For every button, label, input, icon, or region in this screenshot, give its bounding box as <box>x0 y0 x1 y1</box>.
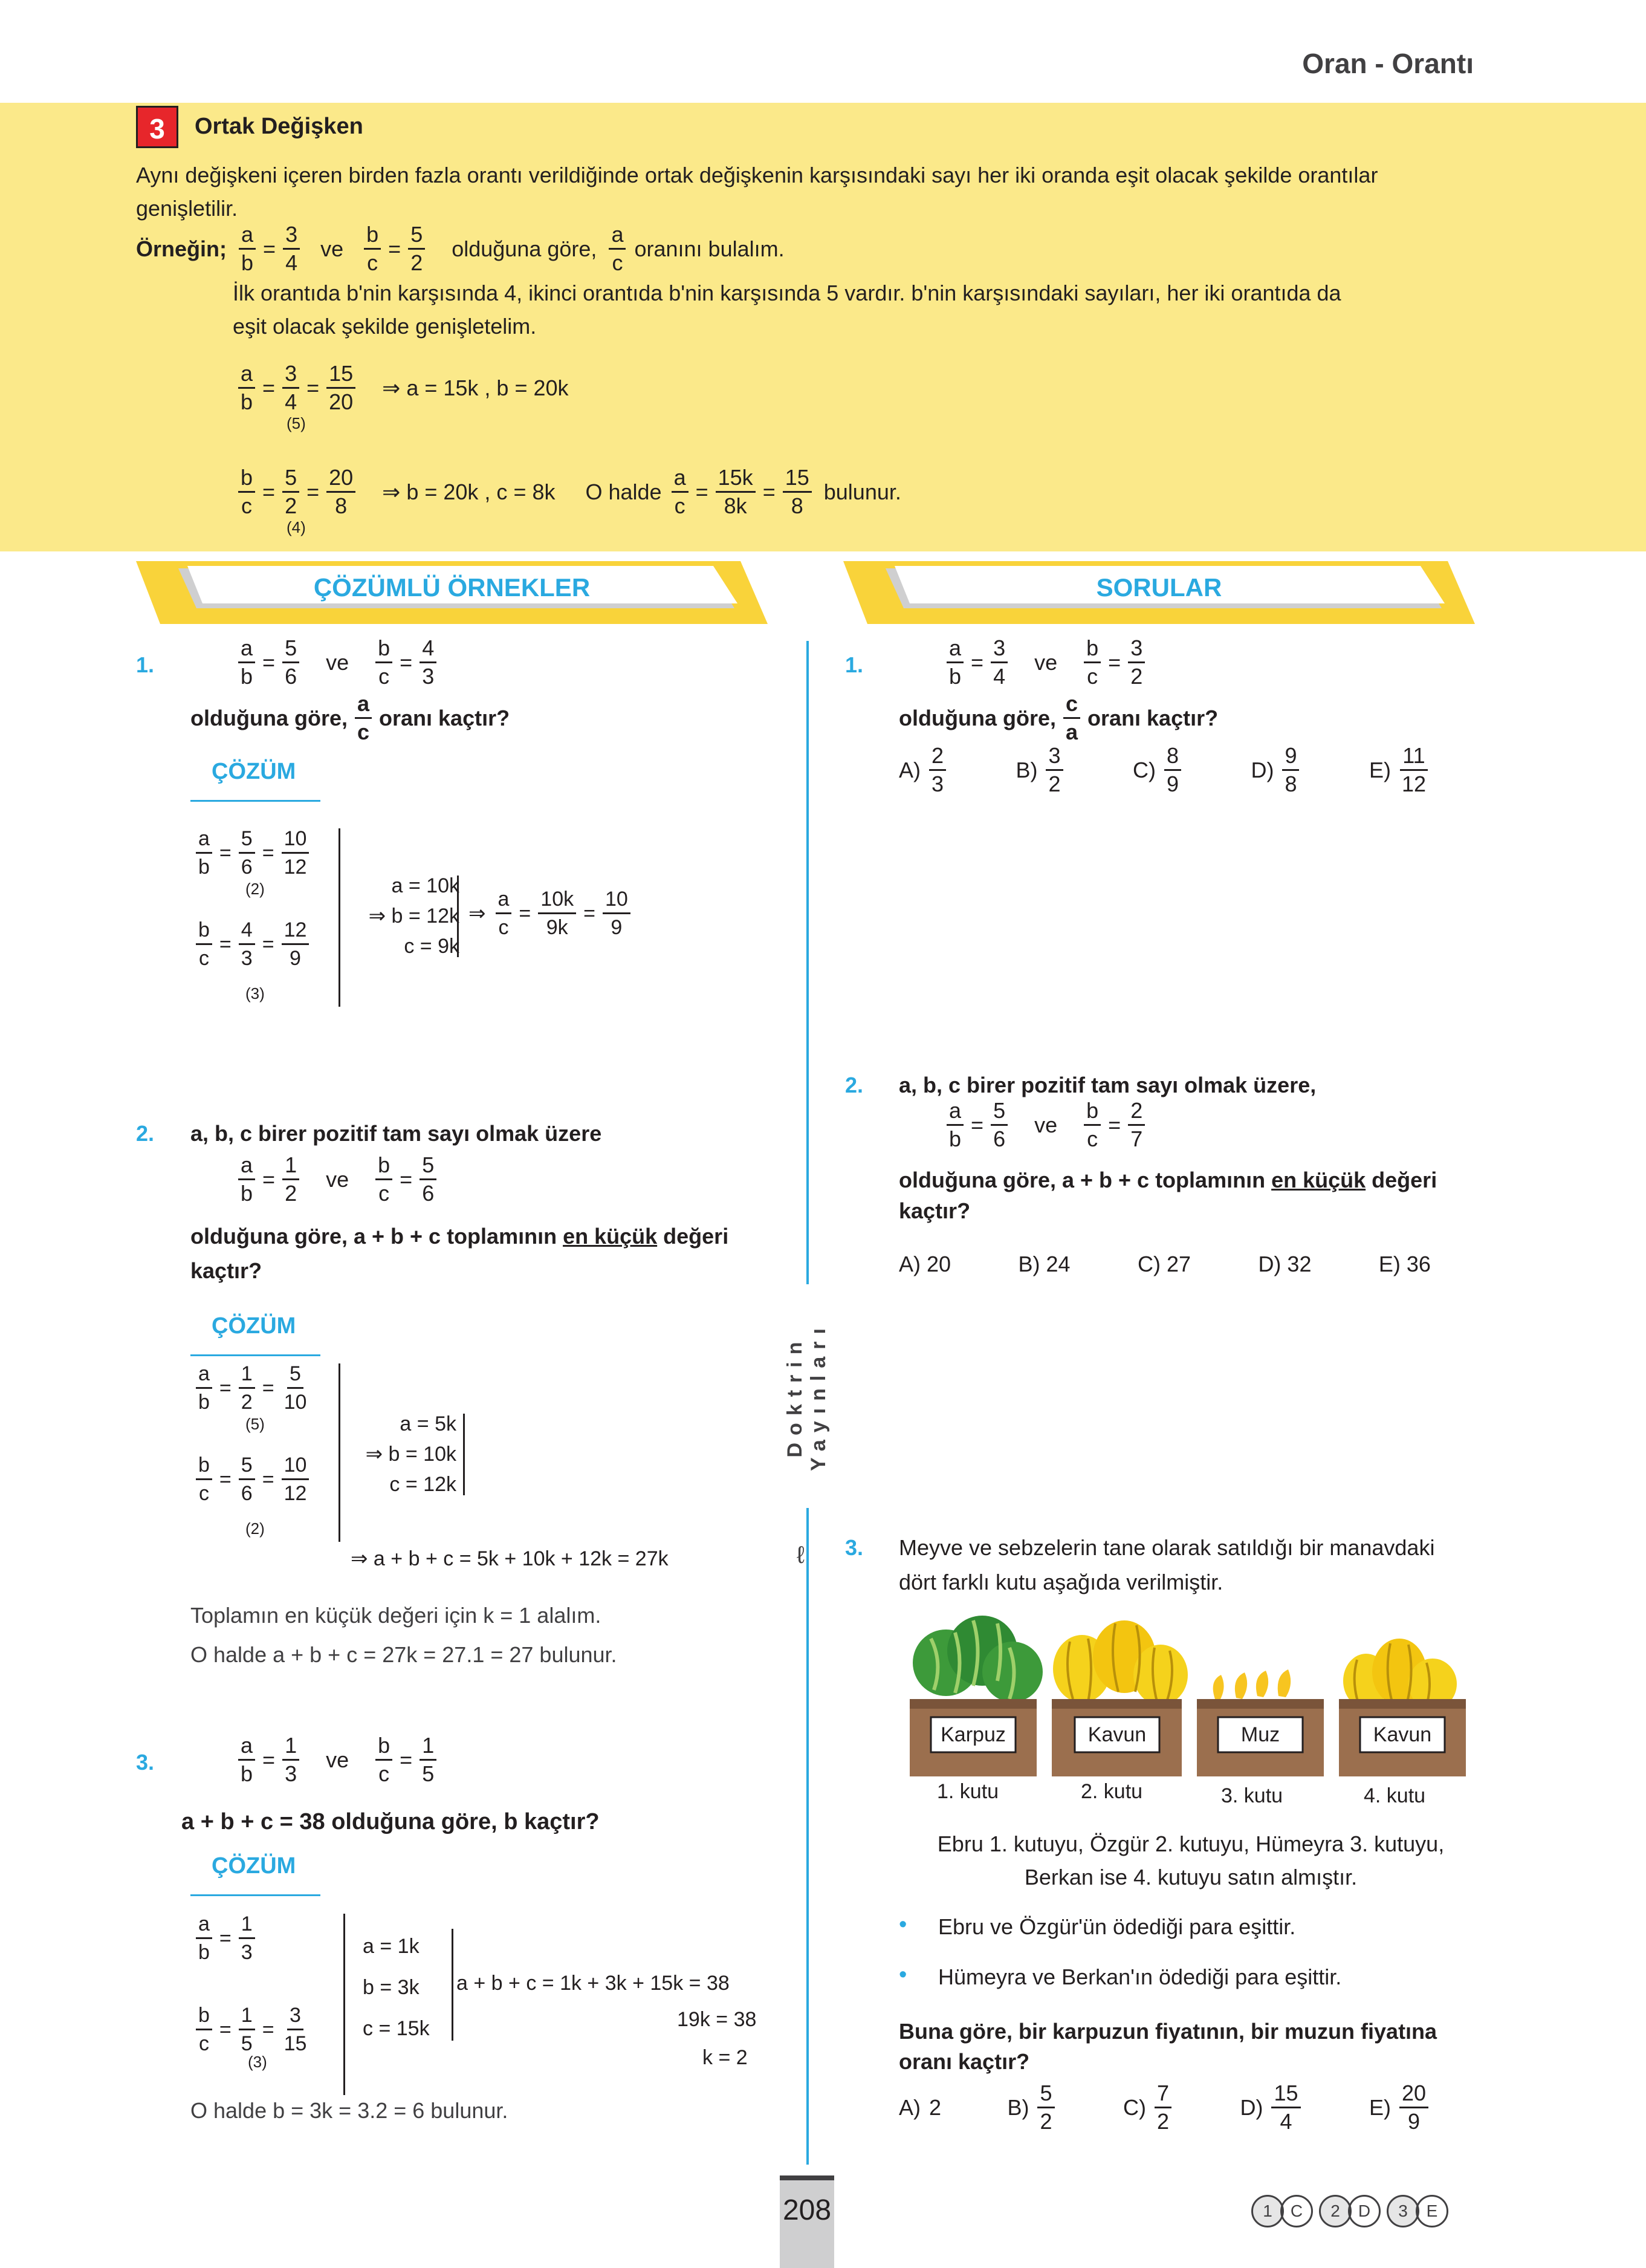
right-q3-options <box>899 2080 1431 2135</box>
topic-explain-2: eşit olacak şekilde genişletelim. <box>233 314 537 339</box>
left-q3-solution: $\frac{a}{b}$ = $\frac{1}{3}$ $\frac{b}{c}$ = $\frac{1}{5}$ = $\frac{3}{15}$ <box>193 1911 311 2057</box>
answer-key-item: C <box>1280 2195 1313 2227</box>
fraction: $\frac{5}{2}$ <box>408 221 425 276</box>
answer-key-item: 1 <box>1251 2195 1284 2227</box>
option-b[interactable]: B) 3 2 <box>1016 742 1065 798</box>
option-d[interactable]: D) 32 <box>1258 1252 1312 1276</box>
right-q2-line1: a, b, c birer pozitif tam sayı olmak üzere, <box>899 1073 1317 1097</box>
left-q1-cozum-label: ÇÖZÜM <box>212 759 296 784</box>
bulunur-text: bulunur. <box>823 479 901 504</box>
answer-key-item: 3 <box>1387 2195 1419 2227</box>
melon-icon <box>1053 1620 1188 1705</box>
bullet-icon: • <box>899 1962 907 1987</box>
option-d[interactable]: D) 15 4 <box>1240 2080 1303 2135</box>
ve-text: ve <box>320 236 344 261</box>
answer-key <box>1251 2195 1448 2227</box>
cozum-underline <box>190 1354 320 1356</box>
right-q2-question-2: kaçtır? <box>899 1198 971 1223</box>
right-q3-bullet-2: Hümeyra ve Berkan'ın ödediği para eşittir. <box>938 1964 1342 1989</box>
cozum-underline <box>190 1894 320 1896</box>
box-2-caption: 2. kutu <box>1081 1780 1143 1803</box>
right-q2-question: olduğuna göre, a + b + c toplamının en küçük değeri <box>899 1168 1437 1192</box>
fraction: $\frac{3}{4}$ <box>283 221 300 276</box>
example-text: olduğuna göre, <box>452 236 597 261</box>
topic-line-1: $\frac{a}{b}$ = $\frac{3}{4}$ = $\frac{15}{20}$ ⇒ a = 15k , b = 20k <box>236 360 569 415</box>
option-c[interactable]: C) 7 2 <box>1123 2080 1174 2135</box>
left-q1-solution: $\frac{a}{b}$ = $\frac{5}{6}$ = $\frac{10}{12}$ $\frac{b}{c}$ = $\frac{4}{3}$ = $\frac{12}{9}$ <box>193 825 311 972</box>
left-q2-ratios: $\frac{a}{b}$ = $\frac{1}{2}$ ve $\frac{b}{c}$ = $\frac{5}{6}$ <box>236 1152 439 1207</box>
left-q3-sum: a + b + c = 1k + 3k + 15k = 38 <box>456 1972 730 1995</box>
option-a[interactable]: A) 20 <box>899 1252 951 1276</box>
fruit-boxes-illustration <box>907 1614 1475 1796</box>
option-e[interactable]: E) 20 9 <box>1369 2080 1431 2135</box>
option-a[interactable]: A) 2 <box>899 2094 942 2120</box>
topic-line-2: $\frac{b}{c}$ = $\frac{5}{2}$ = $\frac{20}{8}$ ⇒ b = 20k , c = 8k O halde $\frac{a}{c}$ = $\frac{15k}{8k}$ = $\frac{15}{8}$ bulunur. <box>236 464 901 519</box>
example-label: Örneğin; <box>136 236 227 261</box>
fraction: $\frac{a}{b}$ <box>239 221 256 276</box>
right-q2-number: 2. <box>845 1073 864 1097</box>
example-text-2: oranını bulalım. <box>634 236 785 261</box>
left-banner-title: ÇÖZÜMLÜ ÖRNEKLER <box>313 573 591 602</box>
bullet-icon: • <box>899 1912 907 1937</box>
page-number: 208 <box>782 2194 832 2226</box>
right-banner <box>843 561 1475 624</box>
side-publisher-text: Doktrin Yayınları <box>783 1284 831 1508</box>
right-q3-line2: dört farklı kutu aşağıda verilmiştir. <box>899 1570 1223 1594</box>
fraction: $\frac{b}{c}$ <box>364 221 381 276</box>
left-q3-values: a = 1k b = 3k c = 15k <box>363 1935 430 2040</box>
left-q3-ratios: $\frac{a}{b}$ = $\frac{1}{3}$ ve $\frac{b}{c}$ = $\frac{1}{5}$ <box>236 1732 439 1787</box>
left-q2-values: a = 5k ⇒ b = 10k c = 12k <box>365 1412 456 1496</box>
fraction: a c <box>609 221 626 276</box>
left-q2-result-2: O halde a + b + c = 27k = 27.1 = 27 bulunur. <box>190 1642 617 1667</box>
right-q2-ratios: $\frac{a}{b}$ = $\frac{5}{6}$ ve $\frac{b}{c}$ = $\frac{2}{7}$ <box>944 1097 1147 1152</box>
line-1-result: ⇒ a = 15k , b = 20k <box>382 375 569 400</box>
right-q3-purchase-1: Ebru 1. kutuyu, Özgür 2. kutuyu, Hümeyra 3. kutuyu, <box>937 1831 1445 1856</box>
left-q2-result-1: Toplamın en küçük değeri için k = 1 alalım. <box>190 1603 601 1628</box>
box-3-label: Muz <box>1240 1723 1280 1746</box>
left-q1-ratios: $\frac{a}{b}$ = $\frac{5}{6}$ ve $\frac{b}{c}$ = $\frac{4}{3}$ <box>236 635 439 690</box>
right-banner-title: SORULAR <box>1096 573 1222 602</box>
left-q1-number: 1. <box>136 652 155 677</box>
left-q1-values: a = 10k ⇒ b = 12k c = 9k <box>368 874 459 958</box>
left-q3-step-2: k = 2 <box>702 2046 748 2069</box>
box-2-label: Kavun <box>1087 1723 1147 1746</box>
option-b[interactable]: B) 5 2 <box>1007 2080 1057 2135</box>
right-q3-ask-1: Buna göre, bir karpuzun fiyatının, bir muzun fiyatına <box>899 2019 1437 2044</box>
option-e[interactable]: E) 11 12 <box>1369 742 1431 798</box>
box-1-label: Karpuz <box>941 1723 1006 1746</box>
answer-key-item: E <box>1416 2195 1448 2227</box>
box-3-caption: 3. kutu <box>1221 1784 1283 1807</box>
topic-title: Ortak Değişken <box>195 114 363 139</box>
option-c[interactable]: C) 8 9 <box>1133 742 1184 798</box>
right-q3-number: 3. <box>845 1535 864 1560</box>
left-q2-question-2: kaçtır? <box>190 1258 262 1283</box>
topic-intro-2: genişletilir. <box>136 196 238 221</box>
option-b[interactable]: B) 24 <box>1018 1252 1071 1276</box>
left-q1-question: olduğuna göre, a c oranı kaçtır? <box>190 691 510 744</box>
left-q2-line1: a, b, c birer pozitif tam sayı olmak üzere <box>190 1121 602 1146</box>
box-4-caption: 4. kutu <box>1364 1784 1426 1807</box>
right-q3-bullet-1: Ebru ve Özgür'ün ödediği para eşittir. <box>938 1914 1296 1939</box>
topic-explain-1: İlk orantıda b'nin karşısında 4, ikinci orantıda b'nin karşısında 5 vardır. b'nin karşısındaki sayıları, her iki orantıda da <box>233 281 1341 305</box>
left-q3-cozum-label: ÇÖZÜM <box>212 1853 296 1879</box>
right-q1-question: olduğuna göre, c a oranı kaçtır? <box>899 691 1219 744</box>
right-q3-line1: Meyve ve sebzelerin tane olarak satıldığı bir manavdaki <box>899 1535 1435 1560</box>
left-q3-question: a + b + c = 38 olduğuna göre, b kaçtır? <box>181 1809 600 1834</box>
left-q3-number: 3. <box>136 1750 155 1775</box>
topic-intro: Aynı değişkeni içeren birden fazla orantı verildiğinde ortak değişkenin karşısındaki sayı her iki oranda eşit olacak şekilde orantılar <box>136 163 1378 187</box>
cozum-underline <box>190 800 320 802</box>
right-q3-purchase-2: Berkan ise 4. kutuyu satın almıştır. <box>1024 1865 1358 1889</box>
topic-example: Örneğin; $\frac{a}{b}$ = $\frac{3}{4}$ ve $\frac{b}{c}$ = $\frac{5}{2}$ olduğuna göre, a c oranını bulalım. <box>136 222 785 275</box>
watermelon-icon <box>913 1616 1043 1702</box>
left-q2-number: 2. <box>136 1121 155 1146</box>
line-2-result: ⇒ b = 20k , c = 8k <box>382 479 556 504</box>
left-q1-result: ⇒ $\frac{a}{c}$ = $\frac{10k}{9k}$ = $\frac{10}{9}$ <box>468 886 633 941</box>
right-q1-ratios: $\frac{a}{b}$ = $\frac{3}{4}$ ve $\frac{b}{c}$ = $\frac{3}{2}$ <box>944 635 1147 690</box>
option-d[interactable]: D) 9 8 <box>1251 742 1301 798</box>
answer-key-item: 2 <box>1319 2195 1352 2227</box>
box-1-caption: 1. kutu <box>937 1780 999 1803</box>
left-q2-cozum-label: ÇÖZÜM <box>212 1313 296 1339</box>
left-q2-question: olduğuna göre, a + b + c toplamının en küçük değeri <box>190 1224 729 1249</box>
page-header-title: Oran - Orantı <box>1302 48 1474 79</box>
box-4-label: Kavun <box>1373 1723 1432 1746</box>
left-q2-sum: ⇒ a + b + c = 5k + 10k + 12k = 27k <box>351 1547 669 1570</box>
fruit-boxes-svg <box>907 1614 1475 1796</box>
left-q2-solution: $\frac{a}{b}$ = $\frac{1}{2}$ = $\frac{5}{10}$ $\frac{b}{c}$ = $\frac{5}{6}$ = $\frac{10}{12}$ <box>193 1360 311 1507</box>
melon-icon <box>1343 1639 1457 1709</box>
publisher-logo-icon: ℓ <box>797 1542 805 1568</box>
left-banner <box>136 561 768 624</box>
left-q3-result: O halde b = 3k = 3.2 = 6 bulunur. <box>190 2098 508 2123</box>
topic-number-badge: 3 <box>136 106 178 148</box>
option-a[interactable]: A) 2 3 <box>899 742 948 798</box>
option-c[interactable]: C) 27 <box>1137 1252 1191 1276</box>
left-q3-step-1: 19k = 38 <box>677 2008 757 2031</box>
right-q3-ask-2: oranı kaçtır? <box>899 2049 1030 2074</box>
option-e[interactable]: E) 36 <box>1378 1252 1431 1276</box>
o-halde: O halde <box>585 479 662 504</box>
answer-key-item: D <box>1348 2195 1381 2227</box>
column-divider <box>806 1584 809 2165</box>
right-q1-number: 1. <box>845 652 864 677</box>
banana-icon <box>1213 1669 1291 1700</box>
right-q1-options <box>899 742 1431 798</box>
right-q2-options <box>899 1249 1431 1279</box>
